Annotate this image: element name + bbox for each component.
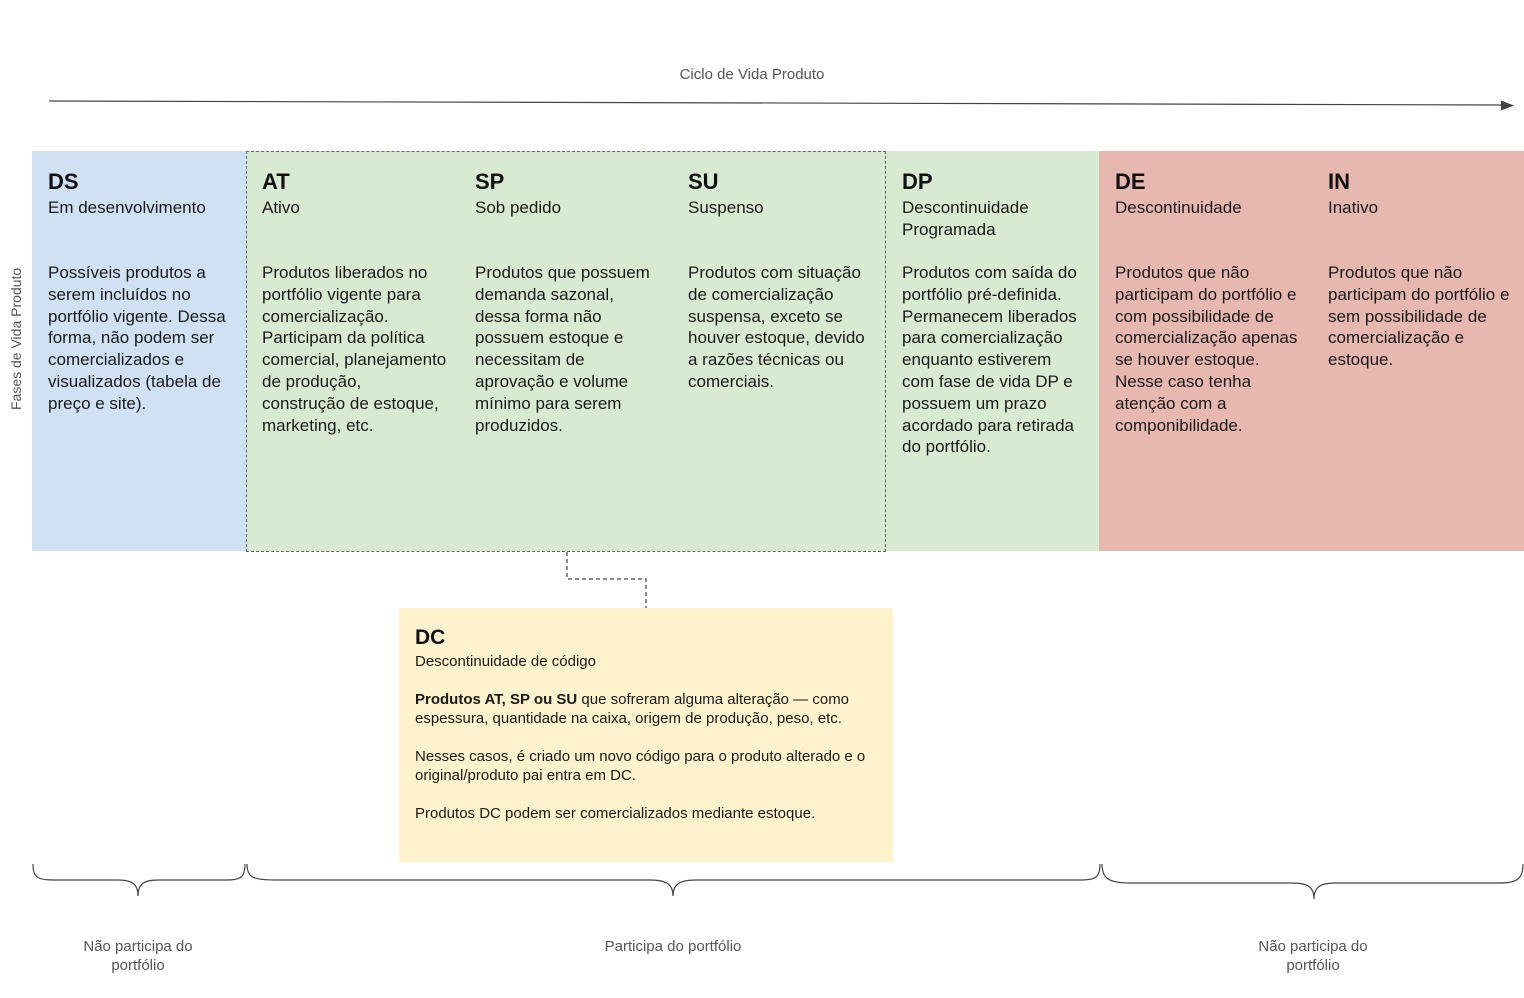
phase-description: Produtos que possuem demanda sazonal, dessa forma não possuem estoque e necessitam de aprovação e volume mínimo para serem produzidos. xyxy=(475,263,650,435)
phase-dp xyxy=(886,151,1099,551)
dc-paragraph-2: Nesses casos, é criado um novo código para o produto alterado e o original/produto pai entra em DC. xyxy=(415,748,866,784)
phase-name: Em desenvolvimento xyxy=(48,198,206,217)
phase-name: Suspenso xyxy=(688,198,764,217)
phase-description: Produtos com saída do portfólio pré-definida. Permanecem liberados para comercialização enquanto estiverem com fase de vida DP e possuem um prazo acordado para retirada do portfólio. xyxy=(902,263,1077,457)
phase-name: Ativo xyxy=(262,198,300,217)
phase-description: Produtos com situação de comercialização suspensa, exceto se houver estoque, devido a razões técnicas ou comerciais. xyxy=(688,263,865,391)
phase-code: DE xyxy=(1115,169,1146,194)
phase-description: Produtos que não participam do portfólio e com possibilidade de comercialização apenas se houver estoque. Nesse caso tenha atenção com a componibilidade. xyxy=(1115,263,1298,435)
arrow-head-icon xyxy=(1501,101,1514,111)
dc-code: DC xyxy=(415,626,446,649)
dc-connector xyxy=(567,552,646,608)
phase-ds xyxy=(32,151,246,551)
phase-name: Descontinuidade xyxy=(1115,198,1242,217)
dc-paragraph-1-rest: que sofreram alguma alteração — como espessura, quantidade na caixa, origem de produção, peso, etc. xyxy=(415,691,850,727)
brace-right xyxy=(1102,864,1523,899)
at-sp-su-group-outline xyxy=(246,151,886,552)
group-label-left: Não participa do portfólio xyxy=(83,938,193,974)
dc-box xyxy=(399,608,893,862)
lifecycle-arrow-line xyxy=(49,101,1504,105)
group-label-middle: Participa do portfólio xyxy=(604,938,742,955)
brace-left xyxy=(33,864,245,896)
phase-code: IN xyxy=(1328,169,1350,194)
phase-description: Produtos liberados no portfólio vigente para comercialização. Participam da política comercial, planejamento de produção, construção de estoque, marketing, etc. xyxy=(262,263,447,435)
dc-paragraph-1-bold: Produtos AT, SP ou SU xyxy=(415,691,578,708)
phases-axis-label: Fases de Vida Produto xyxy=(8,267,24,410)
phase-de xyxy=(1099,151,1312,551)
phase-code: DP xyxy=(902,169,933,194)
phase-code: SU xyxy=(688,169,719,194)
phase-name: Inativo xyxy=(1328,198,1379,217)
brace-middle xyxy=(247,864,1100,896)
group-label-right: Não participa do portfólio xyxy=(1258,938,1368,974)
phase-in xyxy=(1312,151,1524,551)
phase-name: Sob pedido xyxy=(475,198,562,217)
phase-code: SP xyxy=(475,169,505,194)
dc-name: Descontinuidade de código xyxy=(415,653,596,670)
phase-name: Descontinuidade Programada xyxy=(902,198,1029,239)
phase-description: Produtos que não participam do portfólio e sem possibilidade de comercialização e estoque. xyxy=(1328,263,1510,370)
phase-code: AT xyxy=(262,169,290,194)
phase-description: Possíveis produtos a serem incluídos no portfólio vigente. Dessa forma, não podem ser comercializados e visualizados (tabela de preço e site). xyxy=(48,263,226,413)
phase-code: DS xyxy=(48,169,79,194)
dc-paragraph-3: Produtos DC podem ser comercializados mediante estoque. xyxy=(415,805,816,822)
dc-paragraph-1 xyxy=(415,690,877,728)
lifecycle-label: Ciclo de Vida Produto xyxy=(679,66,825,83)
